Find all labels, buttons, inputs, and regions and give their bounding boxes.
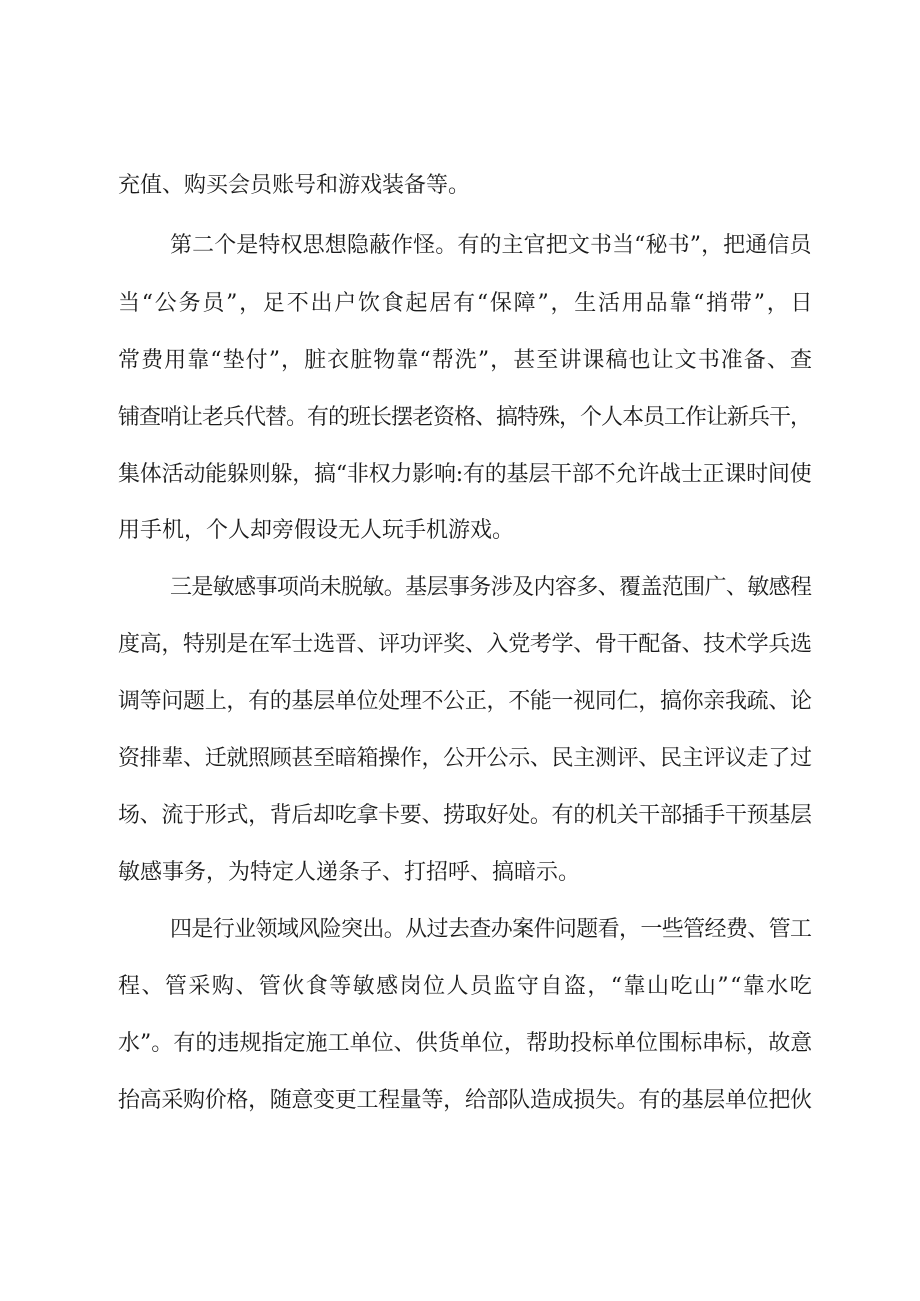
text-line: 用手机，个人却旁假设无人玩手机游戏。 bbox=[118, 518, 515, 543]
text-line: 铺查哨让老兵代替。有的班长摆老资格、搞特殊，个人本员工作让新兵干， bbox=[118, 405, 812, 430]
paragraph-first-line: 四是行业领域风险突出。从过去查办案件问题看，一些管经费、管工 bbox=[170, 917, 812, 942]
text-line: 常费用靠“垫付”，脏衣脏物靠“帮洗”，甚至讲课稿也让文书准备、查 bbox=[118, 348, 814, 373]
text-line: 调等问题上，有的基层单位处理不公正，不能一视同仁，搞你亲我疏、论 bbox=[118, 689, 812, 714]
paragraph-first-line: 第二个是特权思想隐蔽作怪。有的主官把文书当“秘书”，把通信员 bbox=[170, 233, 812, 258]
text-line: 充值、购买会员账号和游戏装备等。 bbox=[118, 173, 471, 198]
text-line: 水”。有的违规指定施工单位、供货单位，帮助投标单位围标串标，故意 bbox=[118, 1031, 813, 1056]
text-line: 集体活动能躲则躲，搞“非权力影响:有的基层干部不允许战士正课时间使 bbox=[118, 462, 812, 487]
text-line: 敏感事务，为特定人递条子、打招呼、搞暗示。 bbox=[118, 860, 581, 885]
text-line: 资排辈、迁就照顾甚至暗箱操作，公开公示、民主测评、民主评议走了过 bbox=[118, 746, 812, 771]
text-line: 程、管采购、管伙食等敏感岗位人员监守自盗，“靠山吃山”“靠水吃 bbox=[118, 974, 814, 999]
text-line: 抬高采购价格，随意变更工程量等，给部队造成损失。有的基层单位把伙 bbox=[118, 1088, 812, 1113]
text-line: 当“公务员”，足不出户饮食起居有“保障”，生活用品靠“捎带”，日 bbox=[118, 291, 815, 316]
paragraph-first-line: 三是敏感事项尚未脱敏。基层事务涉及内容多、覆盖范围广、敏感程 bbox=[170, 575, 812, 600]
text-line: 度高，特别是在军士选晋、评功评奖、入党考学、骨干配备、技术学兵选 bbox=[118, 632, 812, 657]
text-line: 场、流于形式，背后却吃拿卡要、捞取好处。有的机关干部插手干预基层 bbox=[118, 803, 812, 828]
